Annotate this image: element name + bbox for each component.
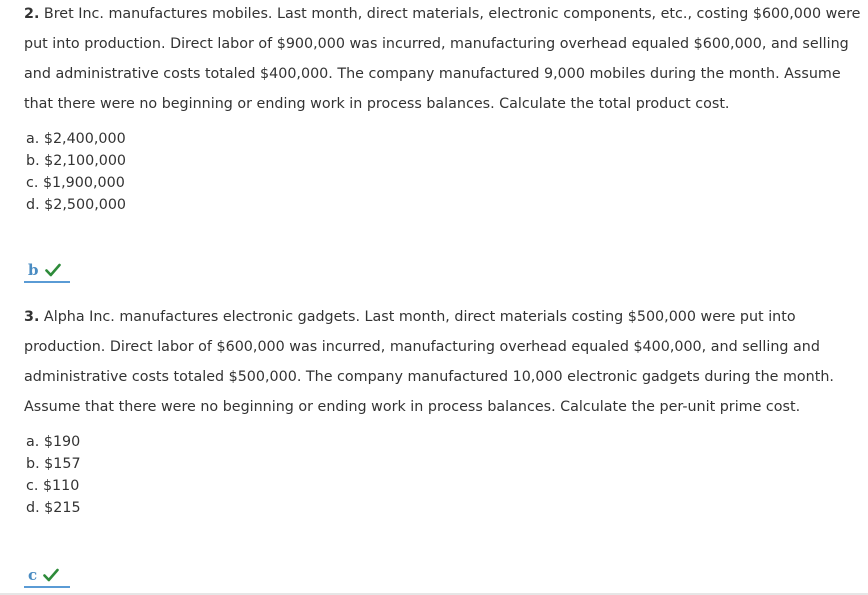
check-icon	[43, 568, 59, 582]
question-2-number: 2.	[24, 6, 40, 22]
question-3-option-d: d. $215	[26, 500, 81, 516]
question-3-text	[24, 302, 866, 422]
question-3-answer-letter: c	[28, 566, 38, 584]
question-2-body: Bret Inc. manufactures mobiles. Last month, direct materials, electronic components, etc., costing $600,000 were put into production. Direct labor of $900,000 was incurred, manufacturing overhead equaled $600,000, and selling and administrative costs totaled $400,000. The company manufactured 9,000 mobiles during the month. Assume that there were no beginning or ending work in process balances. Calculate the total product cost.	[24, 6, 861, 112]
question-2-option-d: d. $2,500,000	[26, 197, 127, 213]
question-2-answer	[24, 259, 70, 283]
question-2-option-a: a. $2,400,000	[26, 131, 126, 147]
question-3	[24, 302, 866, 519]
question-3-number: 3.	[24, 309, 40, 325]
question-3-body: Alpha Inc. manufactures electronic gadgets. Last month, direct materials costing $500,000 were put into production. Direct labor of $600,000 was incurred, manufacturing overhead equaled $400,000, and selling and administrative costs totaled $500,000. The company manufactured 10,000 electronic gadgets during the month. Assume that there were no beginning or ending work in process balances. Calculate the per-unit prime cost.	[24, 309, 834, 415]
question-3-options	[24, 431, 866, 519]
question-3-option-a: a. $190	[26, 434, 81, 450]
check-icon	[45, 263, 61, 277]
question-2-text	[24, 0, 866, 119]
question-2-option-c: c. $1,900,000	[26, 175, 125, 191]
question-3-answer	[24, 564, 70, 588]
question-2-option-b: b. $2,100,000	[26, 153, 127, 169]
question-3-option-b: b. $157	[26, 456, 81, 472]
question-2	[24, 0, 866, 216]
question-3-option-c: c. $110	[26, 478, 80, 494]
question-2-options	[24, 128, 866, 216]
question-2-answer-letter: b	[28, 261, 39, 279]
